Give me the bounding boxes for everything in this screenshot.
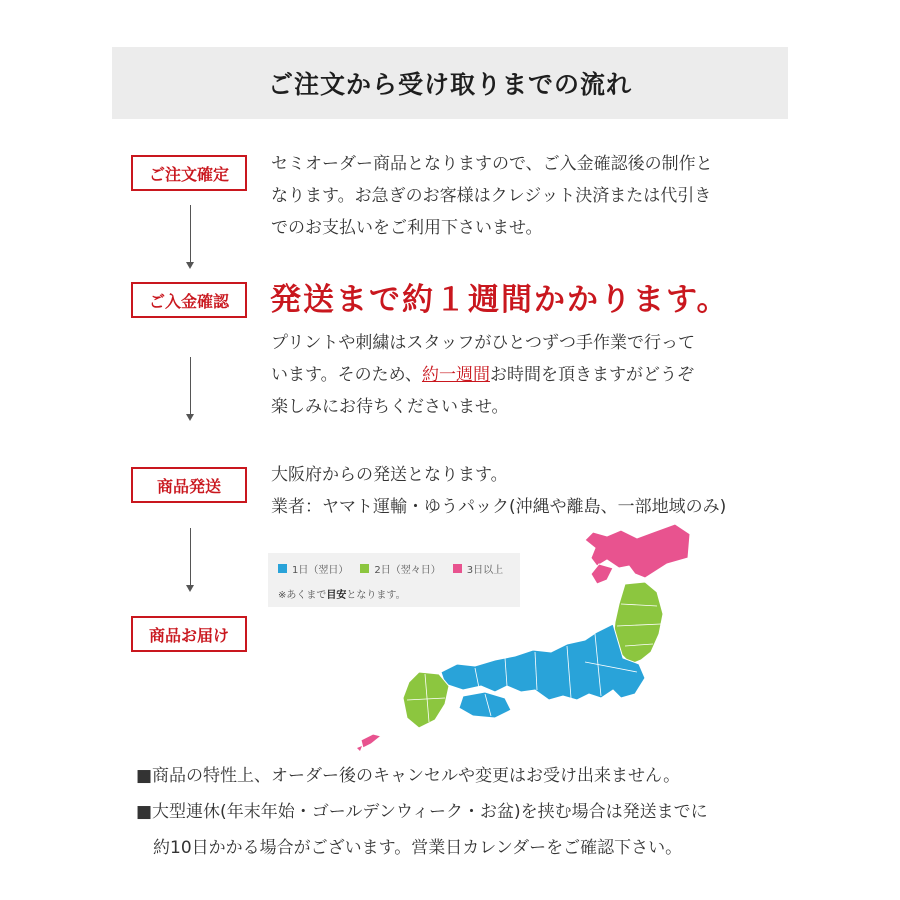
region-okinawa-islet <box>357 746 362 751</box>
step-order-confirmed: ご注文確定 <box>131 155 247 191</box>
order-line-3: でのお支払いをご利用下さいませ。 <box>271 218 543 238</box>
shipping-description <box>271 459 726 523</box>
title-banner <box>112 47 788 119</box>
page-title: ご注文から受け取りまでの流れ <box>267 70 632 99</box>
shipping-line-2: 業者：ヤマト運輸・ゆうパック(沖縄や離島、一部地域のみ) <box>271 497 727 517</box>
note-holiday-line-1: ■大型連休(年末年始・ゴールデンウィーク・お盆)を挟む場合は発送までに <box>136 802 708 822</box>
note-no-cancellation: ■商品の特性上、オーダー後のキャンセルや変更はお受け出来ません。 <box>136 766 681 786</box>
payment-line-3: 楽しみにお待ちくださいませ。 <box>271 397 509 417</box>
legend-item-3day: 3日以上 <box>453 561 503 576</box>
flow-arrow-3 <box>184 528 198 592</box>
flow-arrow-1 <box>184 205 198 269</box>
note-holiday-line-2: 約10日かかる場合がございます。営業日カレンダーをご確認下さい。 <box>136 838 683 858</box>
shipping-line-1: 大阪府からの発送となります。 <box>271 465 508 485</box>
payment-line-2: います。そのため、約一週間お時間を頂きますがどうぞ <box>271 365 694 385</box>
one-week-highlight: 約一週間 <box>421 365 490 385</box>
region-honshu-central <box>441 624 645 700</box>
region-shikoku <box>459 692 511 718</box>
step-delivered: 商品お届け <box>131 616 247 652</box>
payment-line-1: プリントや刺繍はスタッフがひとつずつ手作業で行って <box>271 333 695 353</box>
japan-delivery-map <box>345 522 690 754</box>
order-line-1: セミオーダー商品となりますので、ご入金確認後の制作と <box>271 154 713 174</box>
step-payment-confirmed: ご入金確認 <box>131 282 247 318</box>
flow-arrow-2 <box>184 357 198 421</box>
region-okinawa <box>361 734 381 748</box>
region-hokkaido-peninsula <box>591 564 613 584</box>
legend-note: ※あくまで目安となります。 <box>278 590 406 601</box>
order-line-2: なります。お急ぎのお客様はクレジット決済または代引き <box>271 186 712 206</box>
legend-item-2day: 2日（翌々日） <box>360 561 440 576</box>
legend-item-1day: 1日（翌日） <box>278 561 348 576</box>
order-description <box>271 148 713 244</box>
payment-description <box>271 327 695 423</box>
shipping-time-headline: 発送まで約１週間かかります。 <box>270 282 730 318</box>
step-shipped: 商品発送 <box>131 467 247 503</box>
